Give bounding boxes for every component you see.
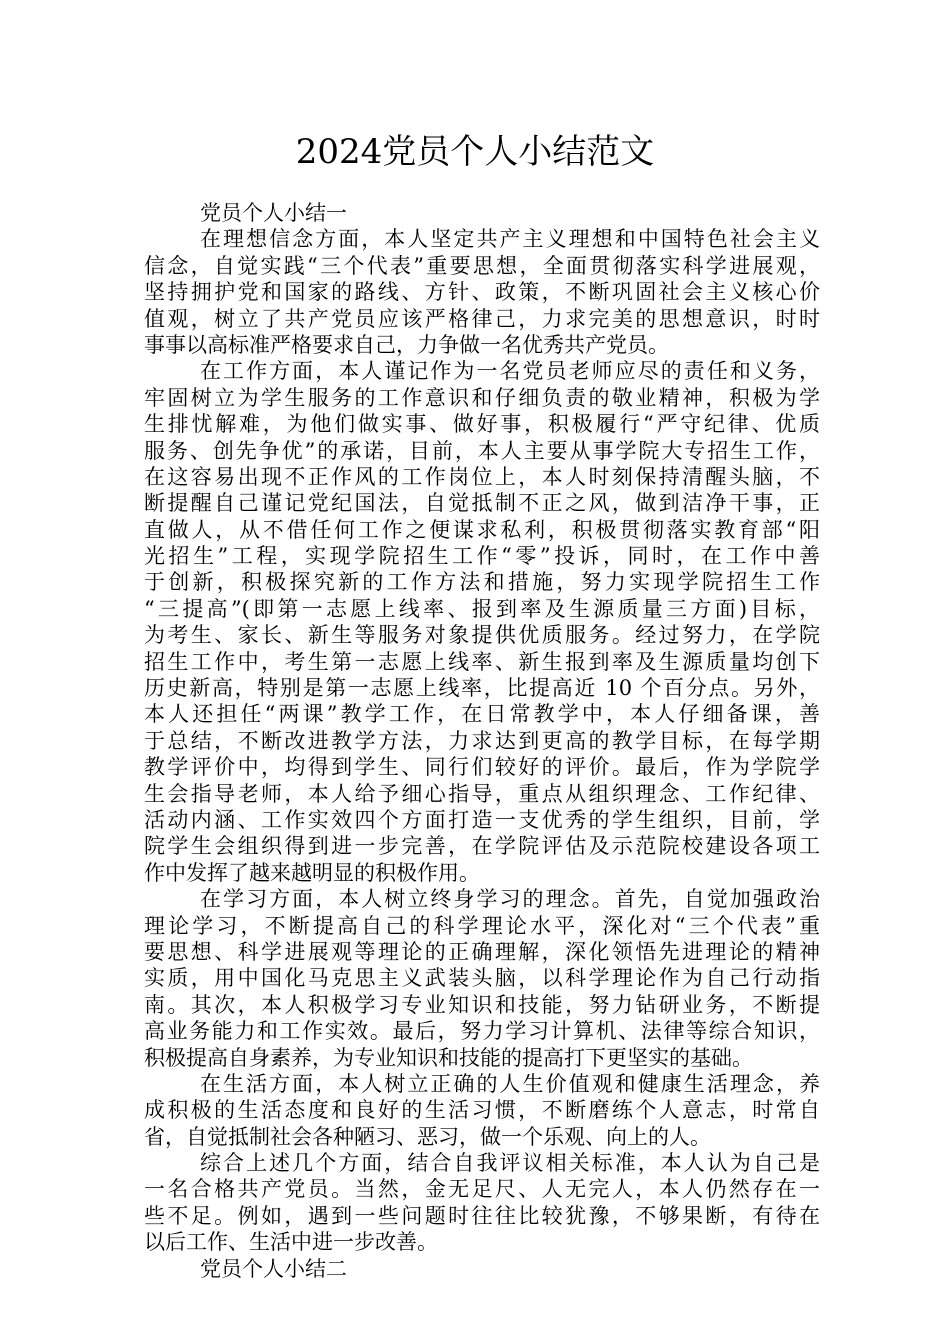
paragraph-line: “三提高”(即第一志愿上线率、报到率及生源质量三方面)目标， xyxy=(144,596,820,621)
paragraph-line: 成积极的生活态度和良好的生活习惯，不断磨练个人意志，时常自 xyxy=(144,1098,820,1123)
paragraph-line: 些不足。例如，遇到一些问题时往往比较犹豫，不够果断，有待在 xyxy=(144,1203,820,1228)
paragraph-line: 坚持拥护党和国家的路线、方针、政策，不断巩固社会主义核心价 xyxy=(144,280,820,305)
paragraph-line: 高业务能力和工作实效。最后，努力学习计算机、法律等综合知识， xyxy=(144,1019,820,1044)
document-title: 2024党员个人小结范文 xyxy=(295,132,655,172)
paragraph-line: 党员个人小结一 xyxy=(200,201,347,225)
paragraph xyxy=(144,226,820,358)
paragraph-line: 信念，自觉实践“三个代表”重要思想，全面贯彻落实科学进展观， xyxy=(144,253,820,278)
paragraph-line: 省，自觉抵制社会各种陋习、恶习，做一个乐观、向上的人。 xyxy=(144,1124,711,1149)
paragraph-line: 一名合格共产党员。当然，金无足尺、人无完人，本人仍然存在一 xyxy=(144,1177,820,1202)
paragraph-line: 在工作方面，本人谨记作为一名党员老师应尽的责任和义务， xyxy=(200,359,820,384)
paragraph-line: 在理想信念方面，本人坚定共产主义理想和中国特色社会主义 xyxy=(200,227,820,252)
paragraph-line: 生排忧解难，为他们做实事、做好事，积极履行“严守纪律、优质 xyxy=(144,412,820,437)
paragraph-line: 南。其次，本人积极学习专业知识和技能，努力钻研业务，不断提 xyxy=(144,992,820,1017)
paragraph xyxy=(144,1071,820,1150)
paragraph-line: 断提醒自己谨记党纪国法，自觉抵制不正之风，做到洁净干事，正 xyxy=(144,491,820,516)
paragraph-line: 生会指导老师，本人给予细心指导，重点从组织理念、工作纪律、 xyxy=(144,781,820,806)
paragraph-line: 本人还担任“两课”教学工作，在日常教学中，本人仔细备课，善 xyxy=(144,702,820,727)
paragraph-line: 历史新高，特别是第一志愿上线率，比提高近 10 个百分点。另外， xyxy=(144,676,820,701)
paragraph-line: 在学习方面，本人树立终身学习的理念。首先，自觉加强政治 xyxy=(200,887,820,912)
paragraph-line: 值观，树立了共产党员应该严格律己，力求完美的思想意识，时时 xyxy=(144,306,820,331)
document-body xyxy=(144,200,820,1282)
paragraph-line: 服务、创先争优”的承诺，目前，本人主要从事学院大专招生工作， xyxy=(144,438,820,463)
paragraph xyxy=(144,1150,820,1256)
paragraph-line: 积极提高自身素养，为专业知识和技能的提高打下更坚实的基础。 xyxy=(144,1045,753,1070)
paragraph-line: 理论学习，不断提高自己的科学理论水平，深化对“三个代表”重 xyxy=(144,913,820,938)
paragraph-line: 在这容易出现不正作风的工作岗位上，本人时刻保持清醒头脑，不 xyxy=(144,464,820,489)
paragraph-line: 实质，用中国化马克思主义武装头脑，以科学理论作为自己行动指 xyxy=(144,966,820,991)
paragraph-line: 活动内涵、工作实效四个方面打造一支优秀的学生组织，目前，学 xyxy=(144,807,820,832)
paragraph-line: 为考生、家长、新生等服务对象提供优质服务。经过努力，在学院 xyxy=(144,623,820,648)
paragraph-line: 党员个人小结二 xyxy=(200,1256,347,1281)
paragraph-line: 牢固树立为学生服务的工作意识和仔细负责的敬业精神，积极为学 xyxy=(144,385,820,410)
paragraph-line: 作中发挥了越来越明显的积极作用。 xyxy=(144,860,480,885)
paragraph xyxy=(144,358,820,886)
paragraph-line: 院学生会组织得到进一步完善，在学院评估及示范院校建设各项工 xyxy=(144,834,820,859)
paragraph-line: 光招生”工程，实现学院招生工作“零”投诉，同时，在工作中善 xyxy=(144,544,820,569)
paragraph-line: 综合上述几个方面，结合自我评议相关标准，本人认为自己是 xyxy=(200,1151,820,1176)
paragraph-line: 直做人，从不借任何工作之便谋求私利，积极贯彻落实教育部“阳 xyxy=(144,517,820,542)
paragraph-line: 在生活方面，本人树立正确的人生价值观和健康生活理念，养 xyxy=(200,1071,820,1096)
paragraph xyxy=(144,200,820,226)
paragraph-line: 招生工作中，考生第一志愿上线率、新生报到率及生源质量均创下 xyxy=(144,649,820,674)
paragraph-line: 于总结，不断改进教学方法，力求达到更高的教学目标，在每学期 xyxy=(144,728,820,753)
paragraph xyxy=(144,1256,820,1282)
paragraph xyxy=(144,886,820,1071)
paragraph-line: 以后工作、生活中进一步改善。 xyxy=(144,1230,438,1255)
paragraph-line: 教学评价中，均得到学生、同行们较好的评价。最后，作为学院学 xyxy=(144,755,820,780)
paragraph-line: 事事以高标准严格要求自己，力争做一名优秀共产党员。 xyxy=(144,332,669,357)
paragraph-line: 于创新，积极探究新的工作方法和措施，努力实现学院招生工作 xyxy=(144,570,820,595)
paragraph-line: 要思想、科学进展观等理论的正确理解，深化领悟先进理论的精神 xyxy=(144,939,820,964)
